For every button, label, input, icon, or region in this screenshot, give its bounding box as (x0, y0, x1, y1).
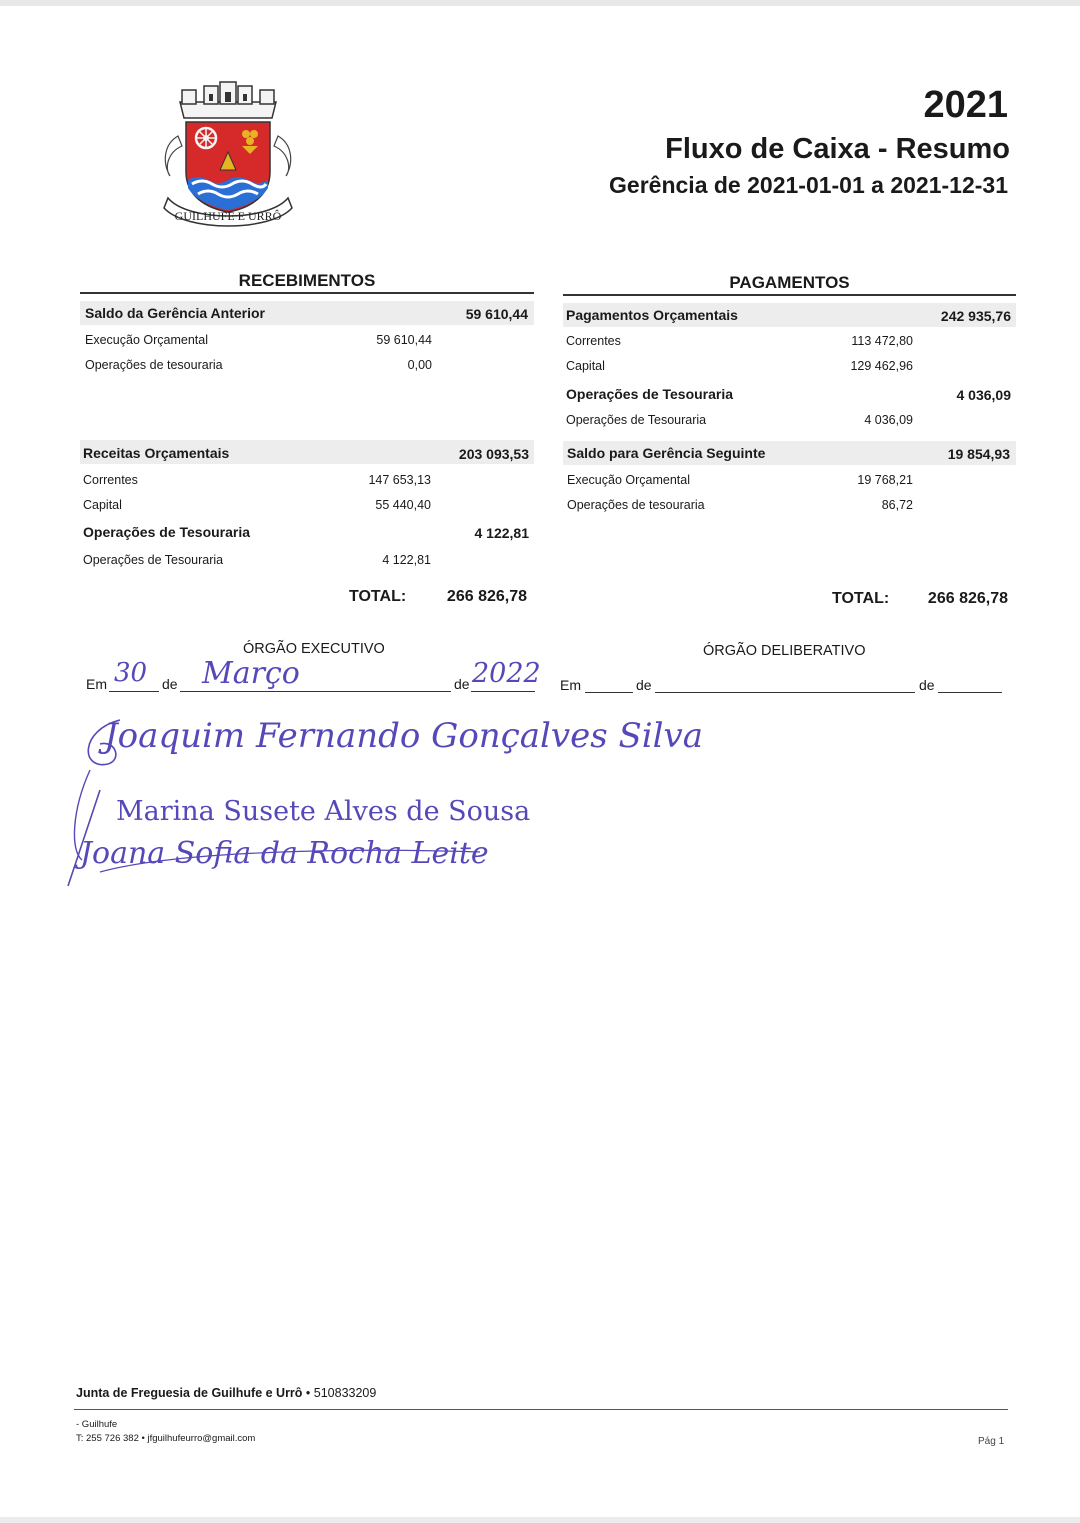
pag-operacoes-item-value: 4 036,09 (864, 413, 913, 427)
exec-em-label: Em (86, 676, 107, 692)
pag-operacoes-label: Operações de Tesouraria (566, 386, 734, 402)
receitas-item-label: Correntes (83, 473, 138, 487)
receitas-item-value: 55 440,40 (375, 498, 431, 512)
exec-year-handwritten: 2022 (472, 658, 541, 689)
rec-operacoes-label: Operações de Tesouraria (83, 524, 251, 540)
coat-of-arms-logo (158, 80, 298, 230)
saldo-seguinte-item-label: Operações de tesouraria (567, 498, 705, 512)
footer-phone-email: T: 255 726 382 • jfguilhufeurro@gmail.com (76, 1433, 256, 1444)
pag-operacoes-item-label: Operações de Tesouraria (566, 413, 707, 427)
delib-month-line (655, 691, 915, 693)
report-year: 2021 (923, 84, 1008, 126)
signature-3: Joana Sofia da Rocha Leite (80, 836, 489, 871)
pagamentos-total-label: TOTAL: (832, 590, 890, 607)
pag-operacoes-total: 4 036,09 (956, 387, 1011, 403)
rec-operacoes-item-value: 4 122,81 (382, 553, 431, 567)
saldo-anterior-total: 59 610,44 (465, 306, 528, 322)
exec-day-line (109, 690, 159, 692)
saldo-anterior-item-label: Operações de tesouraria (85, 358, 223, 372)
footer-address: - Guilhufe (76, 1419, 118, 1430)
page-number: Pág 1 (978, 1436, 1005, 1447)
signature-2: Marina Susete Alves de Sousa (116, 796, 531, 827)
saldo-seguinte-item-value: 86,72 (881, 498, 913, 512)
footer-entity (76, 1386, 376, 1400)
footer-entity-name: Junta de Freguesia de Guilhufe e Urrô (76, 1386, 303, 1400)
saldo-seguinte-label: Saldo para Gerência Seguinte (567, 445, 766, 461)
rec-operacoes-total: 4 122,81 (474, 525, 529, 541)
saldo-anterior-item-value: 59 610,44 (376, 333, 432, 347)
exec-year-line (471, 690, 535, 692)
rec-operacoes-item-label: Operações de Tesouraria (83, 553, 224, 567)
pagamentos-total-value: 266 826,78 (927, 590, 1008, 607)
footer-contacts (76, 1418, 255, 1446)
exec-de-label: de (162, 676, 178, 692)
report-period: Gerência de 2021-01-01 a 2021-12-31 (609, 172, 1008, 198)
pag-orcamentais-total: 242 935,76 (940, 308, 1011, 324)
scan-bottom-edge (0, 1517, 1080, 1523)
delib-de-label: de (636, 677, 652, 693)
pag-orcamentais-item-label: Correntes (566, 334, 621, 348)
delib-de2-label: de (919, 677, 935, 693)
recebimentos-total-value: 266 826,78 (446, 588, 527, 605)
signature-1: Joaquim Fernando Gonçalves Silva (104, 716, 703, 756)
scan-top-edge (0, 0, 1080, 6)
saldo-seguinte-total: 19 854,93 (947, 446, 1010, 462)
receitas-label: Receitas Orçamentais (83, 445, 230, 461)
recebimentos-rule (80, 292, 534, 294)
orgao-deliberativo-label: ÓRGÃO DELIBERATIVO (703, 643, 866, 659)
exec-day-handwritten: 30 (114, 658, 148, 688)
pag-orcamentais-label: Pagamentos Orçamentais (566, 307, 738, 323)
delib-em-label: Em (560, 677, 581, 693)
exec-month-handwritten: Março (202, 656, 300, 691)
receitas-item-value: 147 653,13 (368, 473, 431, 487)
saldo-anterior-label: Saldo da Gerência Anterior (85, 305, 265, 321)
report-title: Fluxo de Caixa - Resumo (665, 133, 1010, 165)
pagamentos-rule (563, 294, 1016, 296)
saldo-seguinte-item-value: 19 768,21 (857, 473, 913, 487)
saldo-anterior-item-label: Execução Orçamental (85, 333, 208, 347)
footer-nif: • 510833209 (305, 1386, 377, 1400)
receitas-item-label: Capital (83, 498, 122, 512)
receitas-total: 203 093,53 (458, 446, 529, 462)
crest-motto-text: GUILHUFE E URRÔ (174, 209, 282, 223)
saldo-seguinte-item-label: Execução Orçamental (567, 473, 690, 487)
recebimentos-total-label: TOTAL: (349, 588, 407, 605)
pag-orcamentais-item-value: 129 462,96 (850, 359, 913, 373)
delib-year-line (938, 691, 1002, 693)
exec-de2-label: de (454, 676, 470, 692)
recebimentos-heading: RECEBIMENTOS (238, 271, 376, 290)
footer-rule (74, 1409, 1008, 1410)
delib-day-line (585, 691, 633, 693)
saldo-anterior-item-value: 0,00 (407, 358, 432, 372)
orgao-executivo-label: ÓRGÃO EXECUTIVO (243, 641, 385, 657)
handwritten-signatures (60, 700, 703, 900)
pag-orcamentais-item-label: Capital (566, 359, 605, 373)
pagamentos-heading: PAGAMENTOS (729, 273, 850, 292)
pag-orcamentais-item-value: 113 472,80 (851, 334, 913, 348)
